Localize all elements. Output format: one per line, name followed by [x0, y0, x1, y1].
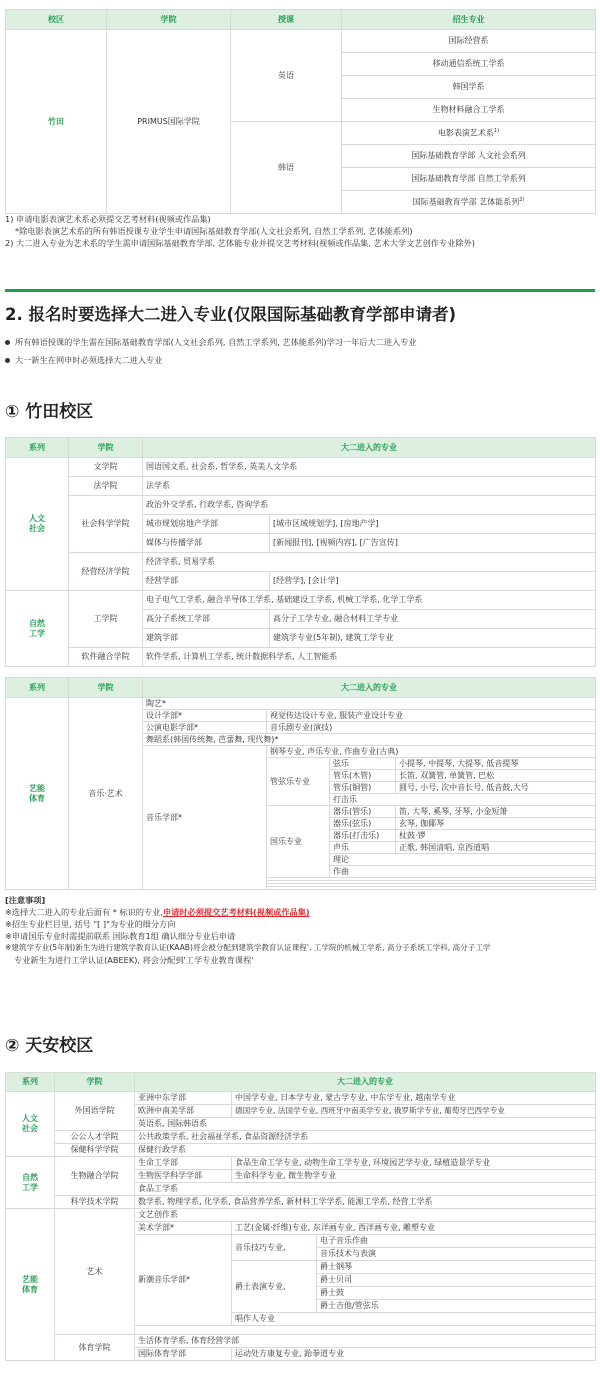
- department-cell: 建筑学部: [143, 629, 270, 648]
- col-series: 系列: [6, 1073, 55, 1092]
- sub-cell: 声乐: [330, 842, 396, 854]
- sub-cell: 理论: [330, 854, 596, 866]
- col-majors: 大二进入的专业: [143, 438, 596, 458]
- major-cell: 舞蹈系(韩国传统舞, 芭蕾舞, 现代舞)*: [143, 734, 596, 746]
- campus-cell: 竹田: [6, 30, 107, 214]
- section-title: 2. 报名时要选择大二进入专业(仅限国际基础教育学部申请者): [5, 305, 457, 324]
- sub-cell: 打击乐: [330, 794, 596, 806]
- major-cell: 生活体育学系, 体育经营学部: [135, 1335, 596, 1348]
- major-item: 国际经营系: [342, 30, 596, 53]
- college-cell: 生物融合学院: [55, 1157, 135, 1196]
- major-cell: 运动处方康复专业, 跆拳道专业: [232, 1348, 596, 1361]
- col-majors: 大二进入的专业: [135, 1073, 596, 1092]
- section-divider: [5, 289, 595, 292]
- sub-cell: 音乐技巧专业,: [232, 1235, 317, 1261]
- lang-korean: 韩语: [231, 122, 342, 214]
- major-cell: 钢琴专业, 声乐专业, 作曲专业(古典): [267, 746, 596, 758]
- detail-cell: 爵士鼓: [317, 1287, 596, 1300]
- detail-cell: 爵士钢琴: [317, 1261, 596, 1274]
- department-cell: 亚洲中东学部: [135, 1092, 232, 1105]
- major-item: 国际基础教育学部 艺体能系列$^{2)}$: [342, 191, 596, 214]
- note-line: ※申请国乐专业时需提前联系 国际教育1组 确认细分专业后申请: [5, 931, 236, 941]
- footnotes-1: [5, 213, 595, 249]
- sub-cell: 管乐(铜管): [330, 782, 396, 794]
- department-cell: 生命工学部: [135, 1157, 232, 1170]
- department-cell: 高分子系统工学部: [143, 610, 270, 629]
- department-cell: 公演电影学部*: [143, 722, 267, 734]
- college-cell: 保健科学学院: [55, 1144, 135, 1157]
- college-cell: 工学院: [69, 591, 143, 648]
- primus-majors-table: [5, 9, 596, 214]
- major-cell: [城市区域规划学], [房地产学]: [270, 515, 596, 534]
- major-cell: 建筑学专业(5年制), 建筑工学专业: [270, 629, 596, 648]
- college-cell: 外国语学院: [55, 1092, 135, 1131]
- major-cell: [新闻报刊], [视频内容], [广告宣传]: [270, 534, 596, 553]
- major-item: 国际基础教育学部 自然工学系列: [342, 168, 596, 191]
- college-cell: 公公人才学院: [55, 1131, 135, 1144]
- detail-cell: 长笛, 双簧管, 单簧管, 巴松: [396, 770, 596, 782]
- major-item: 国际基础教育学部 人文社会系列: [342, 145, 596, 168]
- sub-cell: 唱作人专业: [232, 1313, 596, 1326]
- note-line: ※招生专业栏目里, 括号 "[ ]"为专业的细分方向: [5, 919, 176, 929]
- major-item: 生物材料融合工学系: [342, 99, 596, 122]
- sub-cell: 作曲: [330, 866, 596, 878]
- detail-cell: 爵士贝司: [317, 1274, 596, 1287]
- detail-cell: 音乐技术与表演: [317, 1248, 596, 1261]
- major-cell: 视觉传达设计专业, 服装产业设计专业: [267, 710, 596, 722]
- department-cell: 经营学部: [143, 572, 270, 591]
- sub-cell: 爵士表演专业,: [232, 1261, 317, 1313]
- major-cell: 保健行政学系: [135, 1144, 596, 1157]
- college-cell: 文学院: [69, 458, 143, 477]
- lang-english: 英语: [231, 30, 342, 122]
- major-cell: 音乐剧专业(演技): [267, 722, 596, 734]
- footnote: *除电影表演艺术系的所有韩语授课专业学生申请国际基础教育学部(人文社会系列, 自然工学系列, 艺体能系列): [15, 226, 413, 236]
- series-engineering: 自然 工学: [6, 1157, 55, 1209]
- detail-cell: 小提琴, 中提琴, 大提琴, 低音提琴: [396, 758, 596, 770]
- major-cell: 电子电气工学系, 融合半导体工学系, 基础建设工学系, 机械工学系, 化学工学系: [143, 591, 596, 610]
- major-cell: 英语系, 国际韩语系: [135, 1118, 596, 1131]
- major-cell: 文艺创作系: [135, 1209, 596, 1222]
- major-cell: 数学系, 物理学系, 化学系, 食品营养学系, 新材料工学学系, 能源工学系, 经营工学系: [135, 1196, 596, 1209]
- note-line: 专业新生为进行工学认证(ABEEK), 将会分配到'工学专业教育课程': [14, 955, 254, 965]
- col-college: 学院: [107, 10, 231, 30]
- series-arts: 艺能 体育: [6, 698, 69, 890]
- major-cell: 经济学系, 贸易学系: [143, 553, 596, 572]
- major-cell: 生命科学专业, 微生物学专业: [232, 1170, 596, 1183]
- sub-cell: 器乐(打击乐): [330, 830, 396, 842]
- department-cell: 媒体与传播学部: [143, 534, 270, 553]
- sub-cell: 管乐(木管): [330, 770, 396, 782]
- major-cell: 食品生命工学专业, 动物生命工学专业, 环境园艺学专业, 绿植造景学专业: [232, 1157, 596, 1170]
- footnote: 2) 大二进入专业为艺术系的学生需申请国际基础教育学部, 艺体能专业并提交艺考材料(视频或作品集, 艺术大学文艺创作专业除外): [5, 238, 475, 248]
- sub-cell: 器乐(弦乐): [330, 818, 396, 830]
- jukjeon-table-1: [5, 437, 596, 667]
- sub-cell: 器乐(管乐): [330, 806, 396, 818]
- college-cell: 科学技术学院: [55, 1196, 135, 1209]
- college-cell: PRIMUS国际学院: [107, 30, 231, 214]
- series-humanities: 人文 社会: [6, 1092, 55, 1157]
- col-majors: 大二进入的专业: [143, 678, 596, 698]
- note-line: ※选择大二进入的专业后面有 * 标识的专业,申请时必须提交艺考材料(视频或作品集): [5, 907, 310, 917]
- col-series: 系列: [6, 678, 69, 698]
- col-language: 授课: [231, 10, 342, 30]
- college-cell: 音乐·艺术: [69, 698, 143, 890]
- major-cell: 国语国文系, 社会系, 哲学系, 英美人文学系: [143, 458, 596, 477]
- series-humanities: 人文 社会: [6, 458, 69, 591]
- major-cell: 德国学专业, 法国学专业, 西班牙中南美学专业, 俄罗斯学专业, 葡萄牙巴西学专业: [232, 1105, 596, 1118]
- col-majors: 招生专业: [342, 10, 596, 30]
- bullet-item: 大一新生在网申时必须选择大二进入专业: [5, 355, 162, 365]
- campus-heading-jukjeon: ① 竹田校区: [5, 402, 94, 422]
- detail-cell: 玄琴, 伽倻琴: [396, 818, 596, 830]
- department-cell: 国际体育学部: [135, 1348, 232, 1361]
- detail-cell: 电子音乐作曲: [317, 1235, 596, 1248]
- col-college: 学院: [69, 438, 143, 458]
- major-cell: 陶艺*: [143, 698, 596, 710]
- major-item: 移动通信系统工学系: [342, 53, 596, 76]
- campus-heading-cheonan: ② 天安校区: [5, 1036, 94, 1056]
- col-series: 系列: [6, 438, 69, 458]
- college-cell: 软件融合学院: [69, 648, 143, 667]
- jukjeon-table-2: [5, 677, 596, 890]
- college-cell: 法学院: [69, 477, 143, 496]
- major-cell: 公共政策学系, 社会福祉学系, 食品资源经济学系: [135, 1131, 596, 1144]
- college-cell: 体育学院: [55, 1335, 135, 1361]
- major-item: 电影表演艺术系$^{1)}$: [342, 122, 596, 145]
- major-cell: [经营学], [会计学]: [270, 572, 596, 591]
- major-cell: 软件学系, 计算机工学系, 统计数据科学系, 人工智能系: [143, 648, 596, 667]
- department-cell: 欧洲中南美学部: [135, 1105, 232, 1118]
- bullet-item: 所有韩语授课的学生需在国际基础教育学部(人文社会系列, 自然工学系列, 艺体能系列)学习一年后大二进入专业: [5, 337, 417, 347]
- major-cell: 中国学专业, 日本学专业, 蒙古学专业, 中东学专业, 越南学专业: [232, 1092, 596, 1105]
- col-college: 学院: [69, 678, 143, 698]
- department-cell: 新潮音乐学部*: [135, 1235, 232, 1326]
- detail-cell: 杖鼓·锣: [396, 830, 596, 842]
- orchestra-cell: 管弦乐专业: [267, 758, 330, 806]
- detail-cell: 正歌, 韩国清唱, 京西道唱: [396, 842, 596, 854]
- col-college: 学院: [55, 1073, 135, 1092]
- department-cell: 美术学部*: [135, 1222, 232, 1235]
- detail-cell: 笛, 大琴, 奚琴, 牙琴, 小金短箫: [396, 806, 596, 818]
- department-cell: 设计学部*: [143, 710, 267, 722]
- major-item: 韩国学系: [342, 76, 596, 99]
- college-cell: 艺术: [55, 1209, 135, 1335]
- notes-title: [注意事项]: [5, 895, 46, 905]
- series-arts: 艺能 体育: [6, 1209, 55, 1361]
- cheonan-table: [5, 1072, 596, 1361]
- major-cell: 政治外交学系, 行政学系, 咨询学系: [143, 496, 596, 515]
- college-cell: 经营经济学院: [69, 553, 143, 591]
- detail-cell: 圆号, 小号, 次中音长号, 低音鼓,大号: [396, 782, 596, 794]
- korean-music-cell: 国乐专业: [267, 806, 330, 878]
- department-cell: 生物医学科学学部: [135, 1170, 232, 1183]
- sub-cell: 弦乐: [330, 758, 396, 770]
- detail-cell: 爵士吉他/管弦乐: [317, 1300, 596, 1313]
- major-cell: 法学系: [143, 477, 596, 496]
- major-cell: 工艺(金属·纤维)专业, 东洋画专业, 西洋画专业, 雕塑专业: [232, 1222, 596, 1235]
- series-engineering: 自然 工学: [6, 591, 69, 667]
- footnote: 1) 申请电影表演艺术系必须提交艺考材料(视频或作品集): [5, 214, 211, 224]
- college-cell: 社会科学学院: [69, 496, 143, 553]
- major-cell: 食品工学系: [135, 1183, 596, 1196]
- department-cell: 城市规划房地产学部: [143, 515, 270, 534]
- major-cell: 高分子工学专业, 融合材料工学专业: [270, 610, 596, 629]
- department-cell: 音乐学部*: [143, 746, 267, 890]
- notes-2: [5, 894, 595, 966]
- note-line: ※建筑学专业(5年制)新生为进行建筑学教育认证(KAAB)将会被分配到建筑学教育认证课程', 工学院的机械工学系, 高分子系统工学科, 高分子工学: [5, 943, 491, 952]
- col-campus: 校区: [6, 10, 107, 30]
